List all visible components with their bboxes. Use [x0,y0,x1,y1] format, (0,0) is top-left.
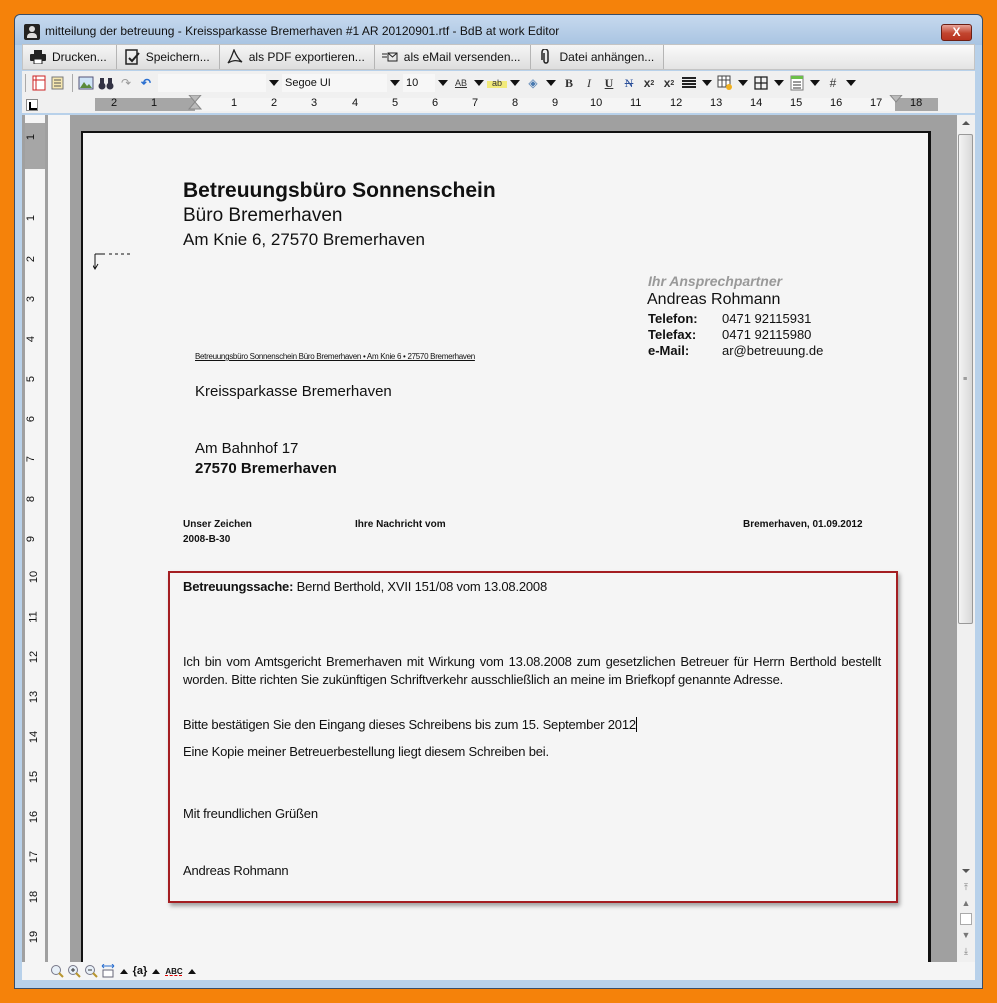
format-toolbar [22,71,975,95]
save-icon [124,49,140,65]
page-browse-icon[interactable] [960,913,972,925]
print-button[interactable] [23,45,117,69]
toolbar-separator [25,74,26,92]
scroll-thumb[interactable] [958,134,973,624]
right-indent-marker[interactable] [888,95,904,105]
font-size-select[interactable] [403,74,435,92]
printer-icon [30,49,46,65]
field-toggle-icon[interactable]: {a} [132,965,148,977]
place-date: Bremerhaven, 01.09.2012 [743,519,863,530]
bold-icon[interactable]: B [564,75,573,90]
spellcheck-icon[interactable]: ABC [165,966,183,976]
close-button[interactable]: X [941,24,972,41]
export-pdf-label: als PDF exportieren... [248,50,365,64]
undo-icon[interactable]: ↶ [140,76,152,90]
scroll-down-arrow-icon[interactable] [962,869,970,873]
highlight-icon[interactable]: ab [487,73,507,93]
tab-stop-selector[interactable] [26,99,38,111]
italic-icon[interactable]: I [587,75,591,90]
font-value: Segoe UI [285,77,331,89]
print-label: Drucken... [52,50,107,64]
toolbar-separator [72,74,73,92]
paperclip-icon [538,49,554,65]
signature-name[interactable]: Andreas Rohmann [183,863,289,878]
status-bar [22,962,975,980]
ruler-row [22,95,975,113]
our-reference-value: 2008-B-30 [183,534,231,545]
previous-page-icon[interactable]: ▲ [961,898,971,908]
left-gutter [48,115,70,962]
contact-name: Andreas Rohmann [647,291,781,308]
underline-icon[interactable]: U [604,75,614,90]
fill-color-icon[interactable]: ◈ [528,76,538,90]
text-frame-icon[interactable] [49,73,69,93]
superscript-icon[interactable]: x 2 [643,76,655,90]
zoom-out-icon[interactable] [83,963,99,979]
email-icon [382,49,398,65]
last-page-icon[interactable]: ⤓ [964,946,968,956]
body-paragraph-2[interactable]: Bitte bestätigen Sie den Eingang dieses Schreibens bis zum 15. September 2012 [183,717,636,732]
font-select[interactable] [282,74,387,92]
highlight-dropdown-arrow[interactable] [510,80,520,86]
page-corner-marker-icon [93,253,133,271]
contact-email: e-Mail: ar@betreuung.de [648,343,824,358]
scroll-up-arrow-icon[interactable] [962,121,970,125]
font-size-value: 10 [406,77,419,89]
list-dropdown-arrow[interactable] [810,80,820,86]
font-dropdown-arrow[interactable] [390,80,400,86]
font-color-icon[interactable]: AB [454,78,467,88]
table-dropdown-arrow[interactable] [738,80,748,86]
field-dropdown-arrow[interactable] [846,80,856,86]
align-justify-icon[interactable] [679,73,699,93]
strikethrough-icon[interactable]: N [624,75,634,90]
subscript-icon[interactable]: x 2 [663,76,675,90]
find-binoculars-icon[interactable] [96,73,116,93]
body-paragraph-3[interactable]: Eine Kopie meiner Betreuerbestellung liegt diesem Schreiben bei. [183,744,549,759]
redo-icon[interactable]: ↷ [120,76,132,90]
page-layout-icon[interactable] [29,73,49,93]
subject-label: Betreuungssache: [183,579,294,594]
title-bar [15,15,982,45]
field-hash-icon[interactable]: # [829,76,837,90]
vertical-scrollbar[interactable] [957,115,975,962]
app-user-icon [24,24,40,40]
send-email-button[interactable] [375,45,531,69]
return-address-line: Betreuungsbüro Sonnenschein Büro Bremerhaven • Am Knie 6 • 27570 Bremerhaven [195,352,475,361]
export-pdf-button[interactable] [220,45,375,69]
closing-line[interactable]: Mit freundlichen Grüßen [183,806,318,821]
font-size-dropdown-arrow[interactable] [438,80,448,86]
zoom-in-icon[interactable] [66,963,82,979]
attach-file-button[interactable] [531,45,665,69]
font-color-dropdown-arrow[interactable] [474,80,484,86]
next-page-icon[interactable]: ▼ [961,930,971,940]
body-paragraph-1[interactable]: Ich bin vom Amtsgericht Bremerhaven mit Wirkung vom 13.08.2008 zum gesetzlichen Betreuer für Herrn Berthold bestellt worden. Bitte richten Sie zukünftigen Schriftverkehr ausschließlich an meine im Briefkopf genannte Adresse. [183,654,881,687]
first-page-icon[interactable]: ⤒ [964,882,968,892]
insert-image-icon[interactable] [76,73,96,93]
sender-address: Am Knie 6, 27570 Bremerhaven [183,230,425,249]
letter-body-highlight [168,571,898,903]
recipient-street: Am Bahnhof 17 [195,440,299,457]
insert-table-icon[interactable] [715,73,735,93]
list-icon[interactable] [787,73,807,93]
sender-office: Büro Bremerhaven [183,205,343,226]
zoom-menu-caret[interactable] [120,969,128,974]
editor-window [14,14,983,989]
zoom-icon[interactable] [49,963,65,979]
borders-dropdown-arrow[interactable] [774,80,784,86]
save-button[interactable] [117,45,220,69]
left-margin-area [95,98,195,111]
our-reference-label: Unser Zeichen [183,519,252,530]
contact-heading: Ihr Ansprechpartner [648,273,783,289]
style-select[interactable] [158,74,266,92]
style-dropdown-arrow[interactable] [269,80,279,86]
spellcheck-menu-caret[interactable] [188,969,196,974]
align-dropdown-arrow[interactable] [702,80,712,86]
window-title: mitteilung der betreuung - Kreissparkasse Bremerhaven #1 AR 20120901.rtf - BdB at work Editor [45,24,560,38]
subject-value: Bernd Berthold, XVII 151/08 vom 13.08.2008 [293,579,547,594]
grip-icon: ≡ [963,376,968,383]
contact-fax: Telefax: 0471 92115980 [648,327,812,342]
recipient-name: Kreissparkasse Bremerhaven [195,383,392,400]
field-menu-caret[interactable] [152,969,160,974]
vertical-ruler[interactable]: 1 1 2 3 4 5 6 7 8 9 10 11 12 13 14 15 16 17 18 19 [25,115,45,962]
sender-name: Betreuungsbüro Sonnenschein [183,179,496,202]
horizontal-ruler[interactable]: 2 1 1 2 3 4 5 6 7 8 9 10 11 12 13 14 15 16 17 18 [95,98,938,111]
fill-color-dropdown-arrow[interactable] [546,80,556,86]
attach-file-label: Datei anhängen... [559,50,655,64]
send-email-label: als eMail versenden... [403,50,521,64]
text-cursor [636,717,637,732]
contact-phone: Telefon: 0471 92115931 [648,311,812,326]
recipient-city: 27570 Bremerhaven [195,460,337,477]
your-message-label: Ihre Nachricht vom [355,519,446,530]
fit-width-icon[interactable] [100,963,116,979]
save-label: Speichern... [145,50,210,64]
subject-line[interactable] [183,579,547,594]
document-page[interactable] [81,131,931,962]
command-toolbar [22,44,975,70]
pdf-icon [227,49,243,65]
borders-icon[interactable] [751,73,771,93]
document-area [22,115,975,962]
top-margin-area [25,123,45,169]
indent-marker[interactable] [187,95,203,115]
